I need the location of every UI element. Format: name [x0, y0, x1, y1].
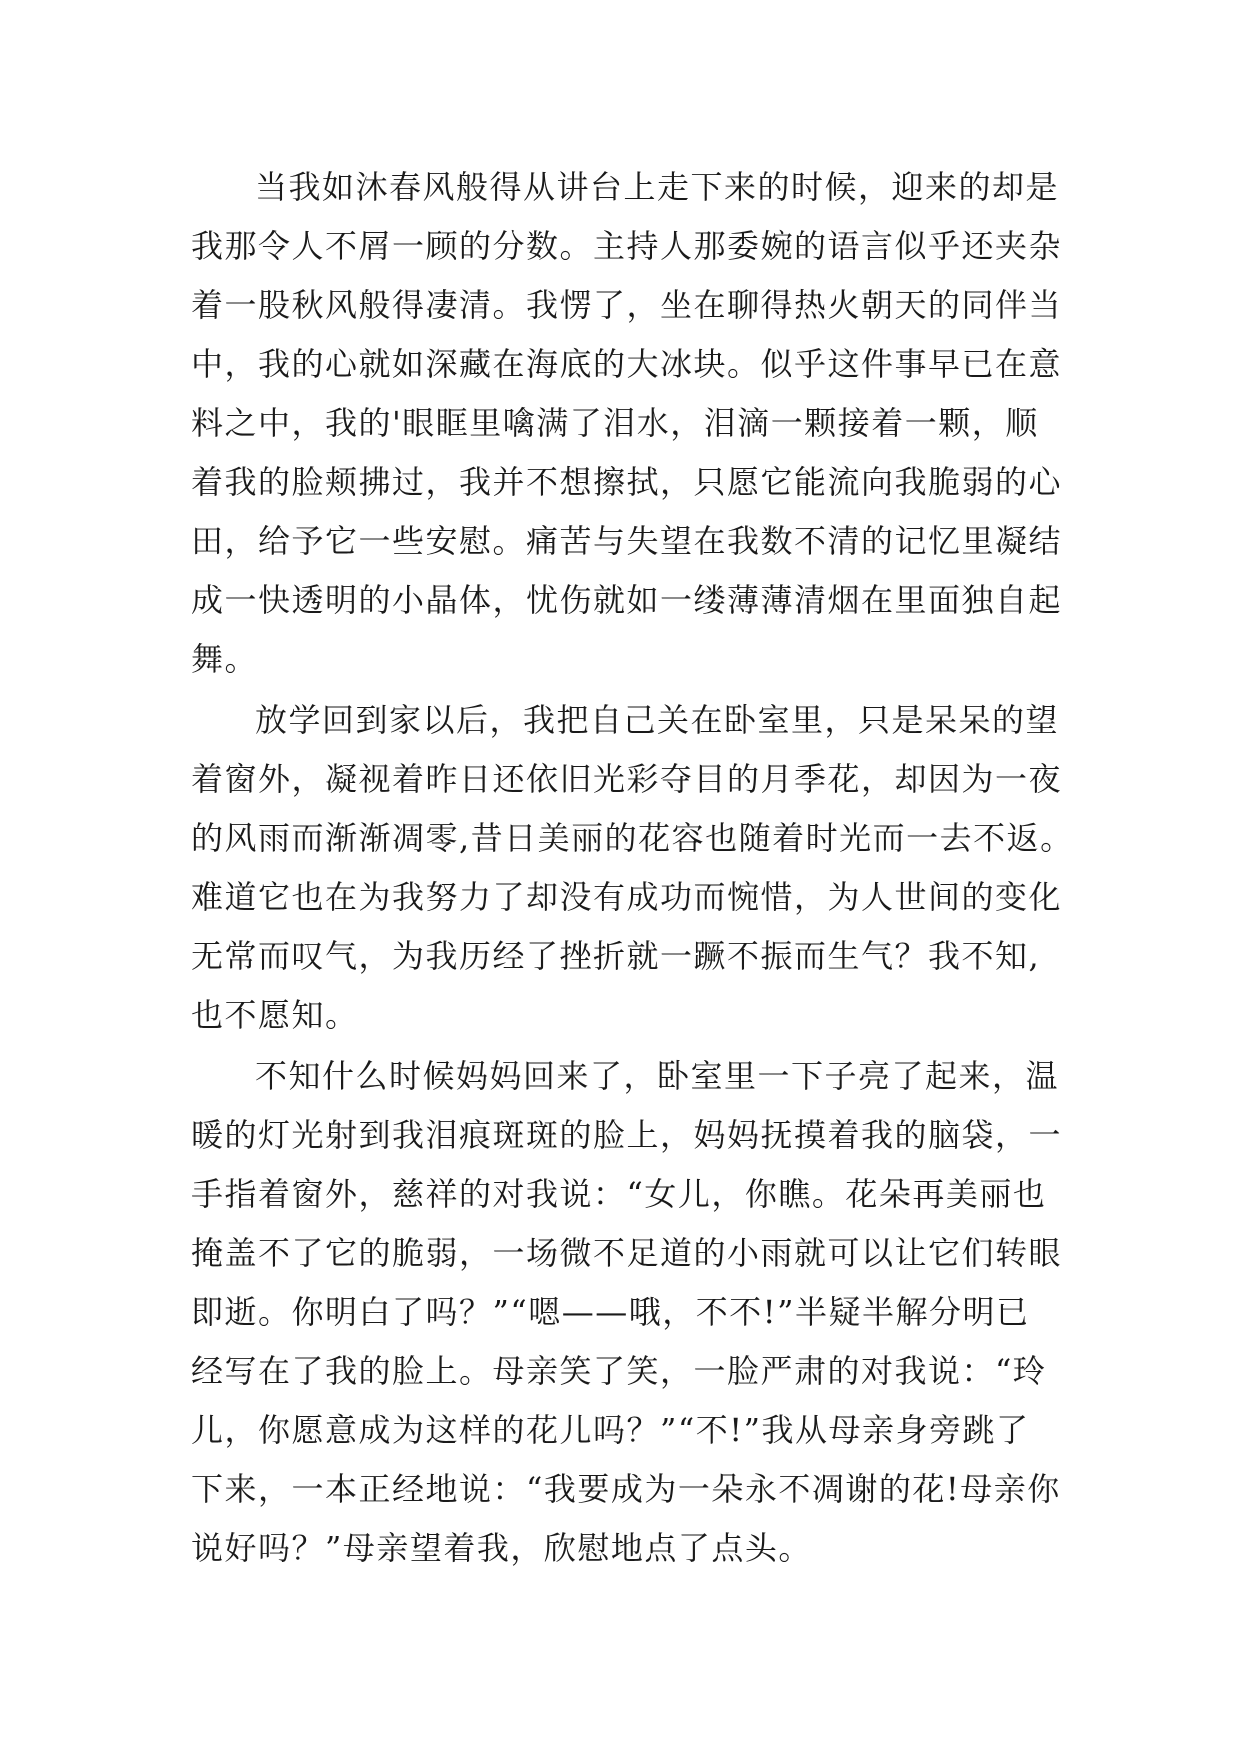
text-line: 即逝。你明白了吗？”“嗯——哦，不不!”半疑半解分明已	[191, 1293, 1030, 1331]
text-line: 我那令人不屑一顾的分数。主持人那委婉的语言似乎还夹杂	[191, 227, 1063, 265]
text-line: 着窗外，凝视着昨日还依旧光彩夺目的月季花，却因为一夜	[191, 760, 1063, 798]
text-line: 无常而叹气，为我历经了挫折就一蹶不振而生气？我不知,	[191, 937, 1041, 975]
text-line: 当我如沐春风般得从讲台上走下来的时候，迎来的却是	[255, 168, 1060, 206]
text-line: 不知什么时候妈妈回来了，卧室里一下子亮了起来，温	[255, 1057, 1060, 1095]
text-line: 着一股秋风般得凄清。我愣了，坐在聊得热火朝天的同伴当	[191, 286, 1063, 324]
text-line: 经写在了我的脸上。母亲笑了笑，一脸严肃的对我说：“玲	[191, 1352, 1047, 1390]
text-line: 田，给予它一些安慰。痛苦与失望在我数不清的记忆里凝结	[191, 522, 1063, 560]
text-line: 放学回到家以后，我把自己关在卧室里，只是呆呆的望	[255, 701, 1060, 739]
paragraph-3	[191, 1047, 1071, 1578]
text-line: 难道它也在为我努力了却没有成功而惋惜，为人世间的变化	[191, 878, 1063, 916]
text-line: 暖的灯光射到我泪痕斑斑的脸上，妈妈抚摸着我的脑袋，一	[191, 1116, 1063, 1154]
text-line: 料之中，我的'眼眶里噙满了泪水，泪滴一颗接着一颗，顺	[191, 404, 1039, 442]
text-line: 儿，你愿意成为这样的花儿吗？”“不!”我从母亲身旁跳了	[191, 1411, 1030, 1449]
document-body	[191, 158, 1074, 1580]
text-line: 说好吗？”母亲望着我，欣慰地点了点头。	[191, 1529, 812, 1567]
text-line: 的风雨而渐渐凋零,昔日美丽的花容也随着时光而一去不返。	[191, 819, 1074, 857]
text-line: 掩盖不了它的脆弱，一场微不足道的小雨就可以让它们转眼	[191, 1234, 1063, 1272]
text-line: 也不愿知。	[191, 996, 359, 1034]
text-line: 舞。	[191, 640, 259, 678]
text-line: 下来，一本正经地说：“我要成为一朵永不凋谢的花!母亲你	[191, 1470, 1061, 1508]
paragraph-2	[191, 691, 1074, 1045]
paragraph-1	[191, 158, 1071, 689]
text-line: 中，我的心就如深藏在海底的大冰块。似乎这件事早已在意	[191, 345, 1063, 383]
text-line: 成一快透明的小晶体，忧伤就如一缕薄薄清烟在里面独自起	[191, 581, 1063, 619]
text-line: 手指着窗外，慈祥的对我说：“女儿，你瞧。花朵再美丽也	[191, 1175, 1047, 1213]
text-line: 着我的脸颊拂过，我并不想擦拭，只愿它能流向我脆弱的心	[191, 463, 1063, 501]
